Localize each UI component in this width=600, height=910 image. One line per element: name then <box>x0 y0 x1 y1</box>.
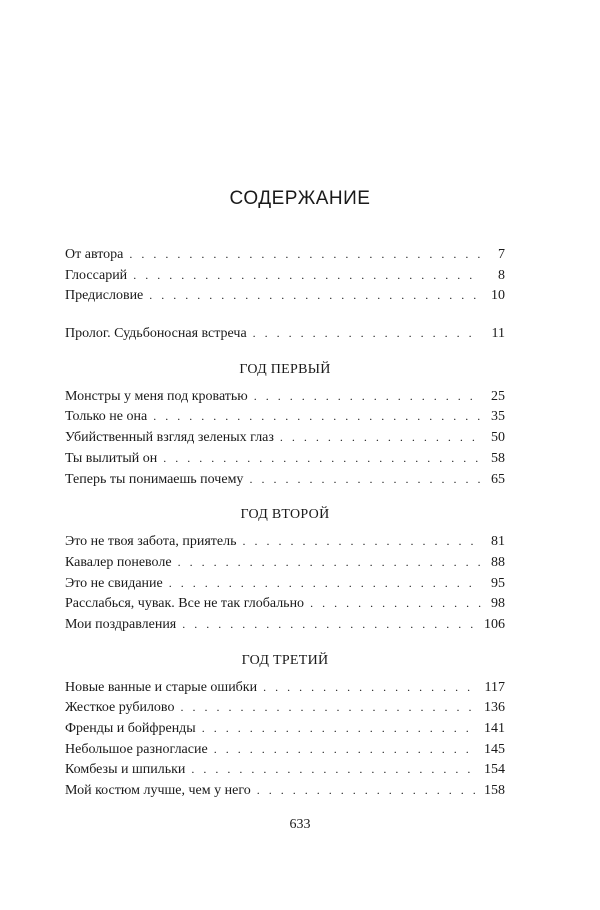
dot-leader <box>129 244 481 265</box>
toc-entry-title: Глоссарий <box>65 267 128 283</box>
toc-entry <box>65 427 505 448</box>
dot-leader <box>178 552 481 573</box>
toc-entry <box>65 265 505 286</box>
dot-leader <box>243 531 482 552</box>
dot-leader <box>280 427 481 448</box>
dot-leader <box>191 759 478 780</box>
toc-entry <box>65 448 505 469</box>
toc-entry-title: Это не свидание <box>65 575 163 591</box>
toc-entry-title: Это не твоя забота, приятель <box>65 534 237 550</box>
dot-leader <box>180 697 478 718</box>
toc-entry <box>65 759 505 780</box>
dot-leader <box>149 285 481 306</box>
dot-leader <box>163 448 481 469</box>
toc-entry-page: 25 <box>491 388 505 404</box>
section-heading: ГОД ПЕРВЫЙ <box>239 361 331 377</box>
toc-entry-page: 7 <box>498 247 505 262</box>
page-number: 633 <box>289 817 311 832</box>
toc-entry-title: Убийственный взгляд зеленых глаз <box>65 430 274 446</box>
table-of-contents <box>65 244 505 801</box>
toc-entry-page: 154 <box>484 762 505 778</box>
dot-leader <box>214 739 478 760</box>
toc-entry-title: Пролог. Судьбоносная встреча <box>65 326 247 342</box>
toc-entry <box>65 244 505 265</box>
spacer <box>65 306 505 323</box>
toc-entry-title: Френды и бойфренды <box>65 721 196 736</box>
toc-entry-page: 136 <box>484 700 505 716</box>
dot-leader <box>182 614 478 635</box>
toc-entry-page: 145 <box>484 741 505 757</box>
toc-entry-title: Новые ванные и старые ошибки <box>65 679 258 695</box>
toc-entry-page: 81 <box>491 534 505 550</box>
dot-leader <box>263 677 478 698</box>
toc-entry-title: Мой костюм лучше, чем у него <box>65 783 251 799</box>
toc-entry-page: 106 <box>484 616 505 632</box>
toc-entry-page: 65 <box>491 471 505 487</box>
toc-entry <box>65 285 505 306</box>
toc-entry-title: Мои поздравления <box>65 616 177 632</box>
toc-entry-page: 11 <box>491 326 505 342</box>
dot-leader <box>310 593 481 614</box>
dot-leader <box>153 406 481 427</box>
toc-entry-title: Только не она <box>65 409 148 425</box>
page-title: СОДЕРЖАНИЕ <box>229 188 371 209</box>
dot-leader <box>169 573 481 594</box>
dot-leader <box>253 323 481 344</box>
toc-entry-prologue <box>65 323 505 344</box>
section-heading: ГОД ТРЕТИЙ <box>241 652 329 668</box>
toc-entry-page: 117 <box>484 679 505 695</box>
toc-entry <box>65 593 505 614</box>
toc-entry-page: 58 <box>491 450 505 466</box>
toc-entry-title: Теперь ты понимаешь почему <box>65 471 244 487</box>
toc-entry <box>65 677 505 698</box>
dot-leader <box>257 780 478 801</box>
toc-entry <box>65 406 505 427</box>
toc-entry <box>65 386 505 407</box>
toc-entry-title: От автора <box>65 247 124 262</box>
toc-entry-title: Расслабься, чувак. Все не так глобально <box>65 596 305 612</box>
toc-entry-title: Комбезы и шпильки <box>65 762 186 778</box>
section-heading: ГОД ВТОРОЙ <box>240 507 330 523</box>
toc-entry-title: Жесткое рубилово <box>65 700 175 716</box>
toc-entry-title: Небольшое разногласие <box>65 741 208 757</box>
toc-entry-title: Ты вылитый он <box>65 450 158 466</box>
toc-entry <box>65 780 505 801</box>
toc-entry <box>65 531 505 552</box>
dot-leader <box>254 386 481 407</box>
toc-entry <box>65 552 505 573</box>
toc-entry-page: 98 <box>491 596 505 612</box>
toc-entry-title: Кавалер поневоле <box>65 554 172 570</box>
toc-entry <box>65 469 505 490</box>
toc-entry <box>65 718 505 739</box>
toc-entry <box>65 697 505 718</box>
toc-entry-page: 95 <box>491 575 505 591</box>
toc-entry-page: 88 <box>491 554 505 570</box>
toc-entry-page: 8 <box>498 267 505 283</box>
toc-entry <box>65 739 505 760</box>
toc-entry-page: 10 <box>491 288 505 304</box>
toc-entry-page: 141 <box>484 721 505 736</box>
toc-entry-page: 158 <box>484 783 505 799</box>
dot-leader <box>202 718 478 739</box>
toc-entry-title: Монстры у меня под кроватью <box>65 388 248 404</box>
toc-entry-page: 50 <box>491 430 505 446</box>
dot-leader <box>133 265 481 286</box>
dot-leader <box>249 469 481 490</box>
toc-entry <box>65 614 505 635</box>
toc-entry <box>65 573 505 594</box>
toc-entry-page: 35 <box>491 409 505 425</box>
toc-entry-title: Предисловие <box>65 288 144 304</box>
